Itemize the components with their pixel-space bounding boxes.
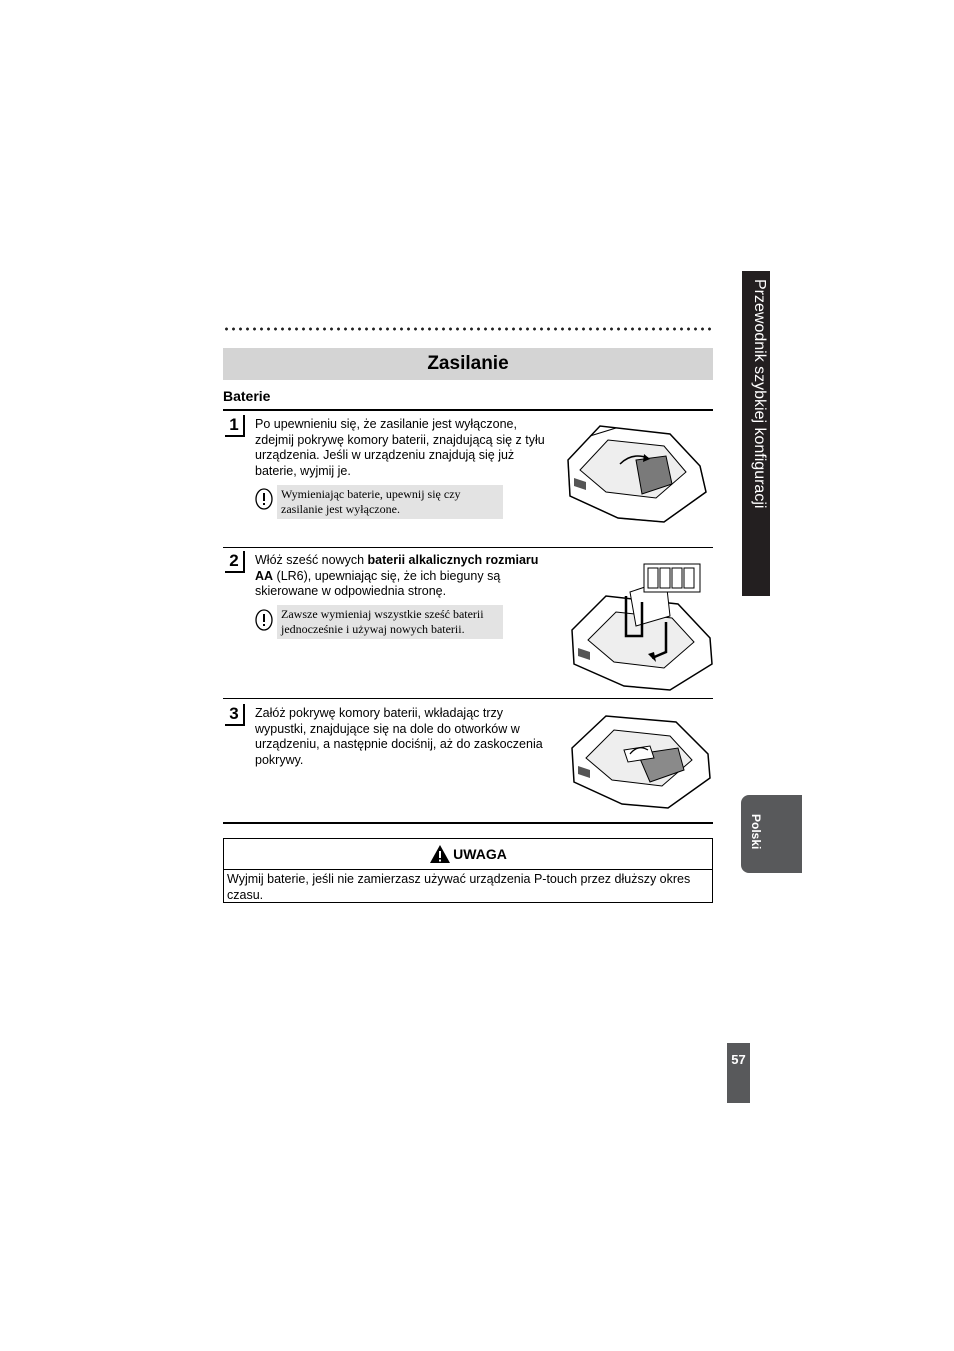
- side-tab: [742, 271, 770, 596]
- step-divider: [223, 547, 713, 548]
- page-number-tab: [727, 1043, 750, 1103]
- warning-text: Wyjmij baterie, jeśli nie zamierzasz używać urządzenia P-touch przez dłuższy okres czasu.: [227, 872, 691, 902]
- step-number: 3: [225, 704, 245, 726]
- note-box: Wymieniając baterie, upewnij się czy zasilanie jest wyłączone.: [277, 485, 503, 519]
- step-text-bold: baterii alkalicznych rozmiaru AA: [255, 553, 539, 583]
- cover-reattach-illustration: [566, 708, 714, 814]
- step-text: Załóż pokrywę komory baterii, wkładając trzy wypustki, znajdujące się na dole do otworków w urządzeniu, a następnie dociśnij, aż do zaskoczenia pokrywy.: [255, 706, 543, 767]
- printer-cover-removal-illustration: [560, 418, 710, 530]
- step-number: 1: [225, 415, 245, 437]
- warning-title: UWAGA: [453, 846, 507, 862]
- section-heading: Baterie: [223, 388, 271, 404]
- page-number: 57: [731, 1052, 746, 1067]
- warning-box: [223, 838, 713, 903]
- step-number: 2: [225, 551, 245, 573]
- language-tab-label: Polski: [749, 814, 763, 850]
- dotted-divider: [223, 324, 713, 334]
- battery-insertion-illustration: [566, 556, 716, 692]
- section-end-rule: [223, 822, 713, 824]
- caution-icon: [254, 487, 274, 511]
- language-tab: [741, 795, 802, 873]
- step-text: [255, 553, 547, 600]
- step-divider: [223, 409, 713, 411]
- side-tab-label: Przewodnik szybkiej konfiguracji: [751, 279, 768, 509]
- page-title: Zasilanie: [223, 348, 713, 380]
- step-text-end: (LR6), upewniając się, że ich bieguny są skierowane w odpowiednia stronę.: [255, 568, 501, 598]
- warning-header: [224, 839, 712, 870]
- step-text-start: Włóż sześć nowych: [255, 553, 368, 567]
- step-divider: [223, 698, 713, 699]
- step-text: Po upewnieniu się, że zasilanie jest wyłączone, zdejmij pokrywę komory baterii, znajdującą się z tyłu urządzenia. Jeśli w urządzeniu znajdują się już baterie, wyjmij je.: [255, 417, 545, 478]
- note-box: Zawsze wymieniaj wszystkie sześć baterii jednocześnie i używaj nowych baterii.: [277, 605, 503, 639]
- caution-icon: [254, 608, 274, 632]
- warning-triangle-icon: [429, 844, 451, 864]
